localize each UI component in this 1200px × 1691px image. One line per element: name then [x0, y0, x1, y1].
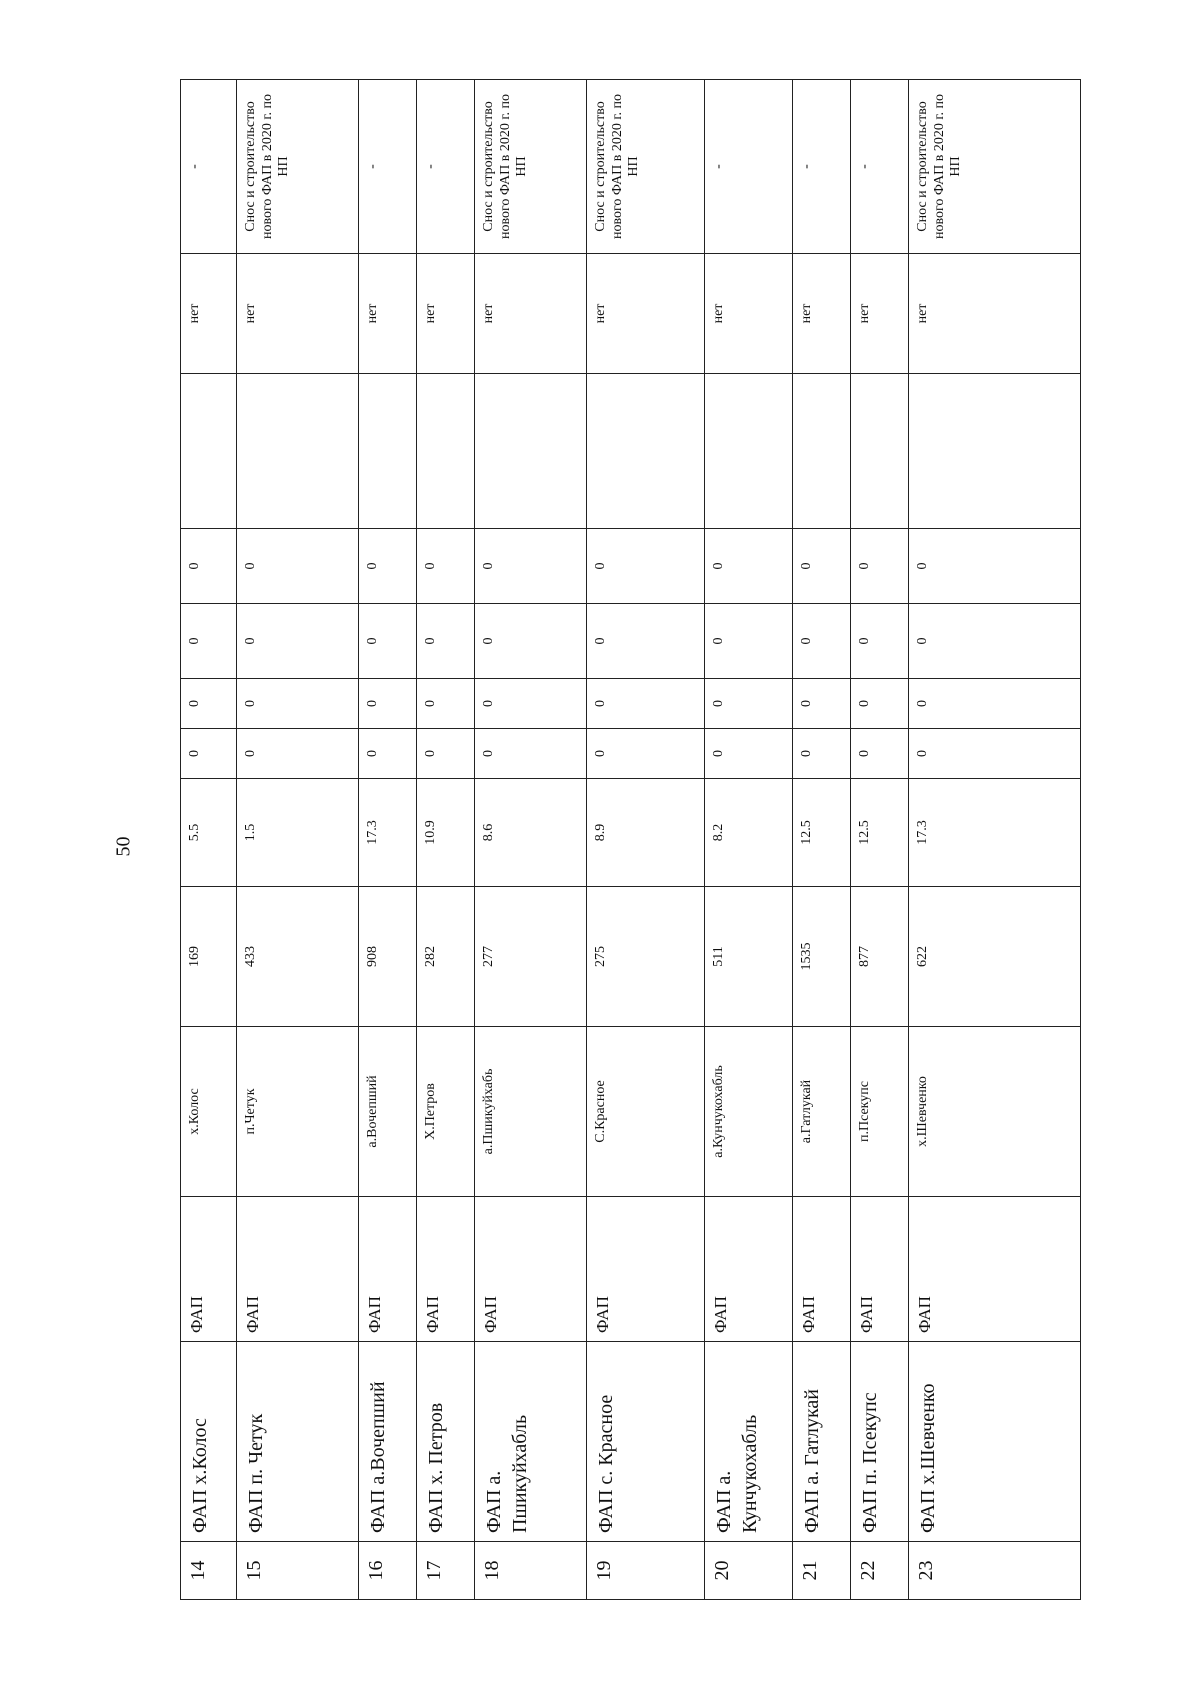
table-row — [237, 80, 359, 1600]
note-cell: Снос и строительство нового ФАП в 2020 г. по НП — [587, 80, 705, 254]
population-cell: 908 — [359, 887, 417, 1027]
population-cell: 169 — [181, 887, 237, 1027]
value-cell-4: 0 — [793, 529, 851, 604]
note-cell: Снос и строительство нового ФАП в 2020 г. по НП — [909, 80, 1081, 254]
value-cell-1: 0 — [475, 729, 587, 779]
note-cell: - — [793, 80, 851, 254]
note-cell: - — [417, 80, 475, 254]
facility-name-cell: ФАП х.Шевченко — [909, 1342, 1081, 1542]
row-number-cell: 17 — [417, 1542, 475, 1600]
facility-type-cell: ФАП — [793, 1197, 851, 1342]
distance-cell: 10.9 — [417, 779, 475, 887]
row-number-cell: 15 — [237, 1542, 359, 1600]
value-cell-2: 0 — [909, 679, 1081, 729]
value-cell-2: 0 — [705, 679, 793, 729]
distance-cell: 12.5 — [851, 779, 909, 887]
value-cell-1: 0 — [237, 729, 359, 779]
settlement-cell: п.Псекупс — [851, 1027, 909, 1197]
distance-cell: 8.2 — [705, 779, 793, 887]
value-cell-5 — [705, 374, 793, 529]
facility-name-cell: ФАП с. Красное — [587, 1342, 705, 1542]
value-cell-2: 0 — [793, 679, 851, 729]
note-cell: Снос и строительство нового ФАП в 2020 г. по НП — [475, 80, 587, 254]
value-cell-2: 0 — [181, 679, 237, 729]
value-cell-5 — [359, 374, 417, 529]
value-cell-1: 0 — [417, 729, 475, 779]
value-cell-3: 0 — [851, 604, 909, 679]
facility-type-cell: ФАП — [475, 1197, 587, 1342]
settlement-cell: Х.Петров — [417, 1027, 475, 1197]
value-cell-3: 0 — [359, 604, 417, 679]
table-row — [909, 80, 1081, 1600]
row-number-cell: 14 — [181, 1542, 237, 1600]
value-cell-4: 0 — [705, 529, 793, 604]
row-number-cell: 18 — [475, 1542, 587, 1600]
settlement-cell: а.Вочепший — [359, 1027, 417, 1197]
value-cell-2: 0 — [587, 679, 705, 729]
value-cell-1: 0 — [705, 729, 793, 779]
row-number-cell: 20 — [705, 1542, 793, 1600]
facility-name-cell: ФАП а. Пшикуйхабль — [475, 1342, 587, 1542]
value-cell-1: 0 — [851, 729, 909, 779]
value-cell-3: 0 — [909, 604, 1081, 679]
value-cell-6: нет — [909, 254, 1081, 374]
row-number-cell: 19 — [587, 1542, 705, 1600]
value-cell-5 — [237, 374, 359, 529]
value-cell-3: 0 — [417, 604, 475, 679]
value-cell-6: нет — [359, 254, 417, 374]
population-cell: 622 — [909, 887, 1081, 1027]
facility-name-cell: ФАП х. Петров — [417, 1342, 475, 1542]
population-cell: 433 — [237, 887, 359, 1027]
distance-cell: 12.5 — [793, 779, 851, 887]
population-cell: 277 — [475, 887, 587, 1027]
value-cell-2: 0 — [475, 679, 587, 729]
page-number — [112, 826, 136, 866]
row-number-cell: 16 — [359, 1542, 417, 1600]
facility-type-cell: ФАП — [359, 1197, 417, 1342]
facility-name-cell: ФАП а. Кунчукохабль — [705, 1342, 793, 1542]
distance-cell: 8.6 — [475, 779, 587, 887]
note-cell: - — [851, 80, 909, 254]
row-number-cell: 21 — [793, 1542, 851, 1600]
value-cell-6: нет — [475, 254, 587, 374]
distance-cell: 17.3 — [909, 779, 1081, 887]
population-cell: 275 — [587, 887, 705, 1027]
distance-cell: 5.5 — [181, 779, 237, 887]
value-cell-6: нет — [793, 254, 851, 374]
facilities-table — [180, 79, 1081, 1600]
value-cell-3: 0 — [705, 604, 793, 679]
value-cell-4: 0 — [587, 529, 705, 604]
facility-name-cell: ФАП а.Вочепший — [359, 1342, 417, 1542]
settlement-cell: С.Красное — [587, 1027, 705, 1197]
value-cell-5 — [793, 374, 851, 529]
value-cell-1: 0 — [793, 729, 851, 779]
value-cell-1: 0 — [359, 729, 417, 779]
facility-type-cell: ФАП — [181, 1197, 237, 1342]
value-cell-5 — [417, 374, 475, 529]
value-cell-3: 0 — [237, 604, 359, 679]
population-cell: 282 — [417, 887, 475, 1027]
facility-name-cell: ФАП п. Четук — [237, 1342, 359, 1542]
settlement-cell: х.Шевченко — [909, 1027, 1081, 1197]
value-cell-6: нет — [237, 254, 359, 374]
table-row — [587, 80, 705, 1600]
facility-type-cell: ФАП — [851, 1197, 909, 1342]
value-cell-4: 0 — [359, 529, 417, 604]
facility-name-cell: ФАП а. Гатлукай — [793, 1342, 851, 1542]
settlement-cell: п.Четук — [237, 1027, 359, 1197]
note-cell: - — [181, 80, 237, 254]
value-cell-3: 0 — [793, 604, 851, 679]
value-cell-4: 0 — [909, 529, 1081, 604]
population-cell: 511 — [705, 887, 793, 1027]
value-cell-6: нет — [705, 254, 793, 374]
facility-type-cell: ФАП — [587, 1197, 705, 1342]
value-cell-4: 0 — [851, 529, 909, 604]
row-number-cell: 23 — [909, 1542, 1081, 1600]
settlement-cell: а.Пшикуйхабь — [475, 1027, 587, 1197]
distance-cell: 17.3 — [359, 779, 417, 887]
value-cell-1: 0 — [181, 729, 237, 779]
value-cell-6: нет — [587, 254, 705, 374]
table-body — [181, 80, 1081, 1600]
note-cell: - — [359, 80, 417, 254]
value-cell-4: 0 — [417, 529, 475, 604]
value-cell-2: 0 — [417, 679, 475, 729]
settlement-cell: а.Кунчукохабль — [705, 1027, 793, 1197]
facility-type-cell: ФАП — [705, 1197, 793, 1342]
value-cell-5 — [587, 374, 705, 529]
page-number-text: 50 — [112, 836, 135, 856]
value-cell-5 — [851, 374, 909, 529]
value-cell-3: 0 — [181, 604, 237, 679]
table-row — [793, 80, 851, 1600]
row-number-cell: 22 — [851, 1542, 909, 1600]
table-row — [475, 80, 587, 1600]
facility-type-cell: ФАП — [417, 1197, 475, 1342]
facility-name-cell: ФАП п. Псекупс — [851, 1342, 909, 1542]
value-cell-3: 0 — [587, 604, 705, 679]
table-row — [417, 80, 475, 1600]
value-cell-6: нет — [417, 254, 475, 374]
settlement-cell: а.Гатлукай — [793, 1027, 851, 1197]
value-cell-3: 0 — [475, 604, 587, 679]
value-cell-6: нет — [181, 254, 237, 374]
facility-type-cell: ФАП — [909, 1197, 1081, 1342]
facility-type-cell: ФАП — [237, 1197, 359, 1342]
value-cell-5 — [909, 374, 1081, 529]
note-cell: Снос и строительство нового ФАП в 2020 г. по НП — [237, 80, 359, 254]
distance-cell: 1.5 — [237, 779, 359, 887]
value-cell-2: 0 — [359, 679, 417, 729]
table-row — [851, 80, 909, 1600]
value-cell-2: 0 — [851, 679, 909, 729]
value-cell-1: 0 — [587, 729, 705, 779]
distance-cell: 8.9 — [587, 779, 705, 887]
note-cell: - — [705, 80, 793, 254]
value-cell-4: 0 — [181, 529, 237, 604]
population-cell: 1535 — [793, 887, 851, 1027]
table-row — [359, 80, 417, 1600]
population-cell: 877 — [851, 887, 909, 1027]
value-cell-5 — [475, 374, 587, 529]
value-cell-1: 0 — [909, 729, 1081, 779]
table-row — [181, 80, 237, 1600]
rotated-table-container — [180, 80, 1080, 1600]
value-cell-4: 0 — [237, 529, 359, 604]
table-row — [705, 80, 793, 1600]
value-cell-6: нет — [851, 254, 909, 374]
value-cell-4: 0 — [475, 529, 587, 604]
facility-name-cell: ФАП х.Колос — [181, 1342, 237, 1542]
value-cell-2: 0 — [237, 679, 359, 729]
value-cell-5 — [181, 374, 237, 529]
settlement-cell: х.Колос — [181, 1027, 237, 1197]
